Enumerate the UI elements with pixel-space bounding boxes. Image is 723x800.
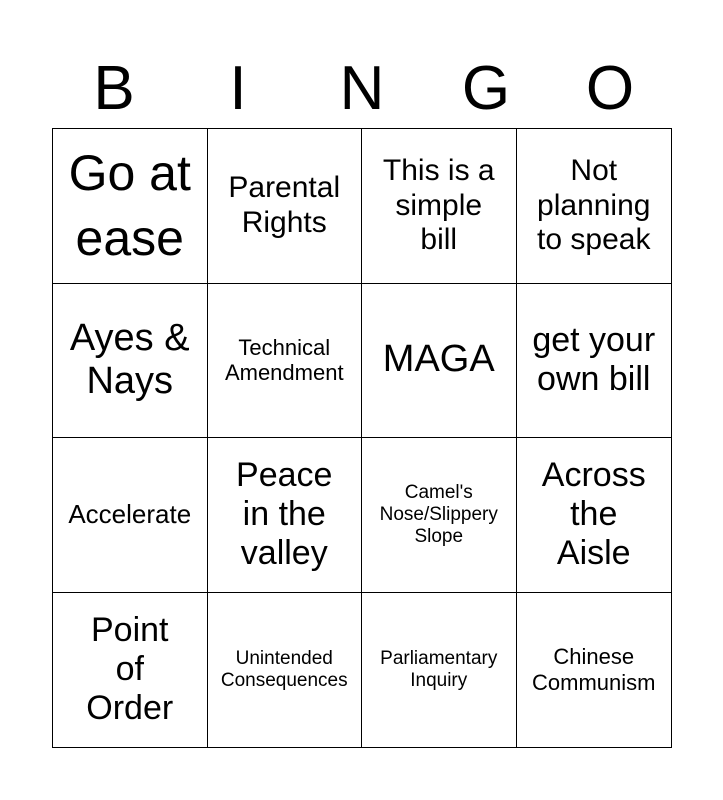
bingo-cell-r4c2[interactable] bbox=[208, 593, 363, 748]
cell-label: Peace in the valley bbox=[236, 456, 333, 573]
bingo-cell-r1c4[interactable] bbox=[517, 129, 672, 284]
cell-label: Technical Amendment bbox=[224, 334, 344, 386]
bingo-cell-r1c1[interactable] bbox=[53, 129, 208, 284]
bingo-cell-r2c3[interactable] bbox=[362, 284, 517, 439]
bingo-board bbox=[52, 128, 672, 748]
bingo-cell-r1c2[interactable] bbox=[208, 129, 363, 284]
cell-label: Point of Order bbox=[86, 611, 174, 728]
cell-label: Parliamentary Inquiry bbox=[380, 647, 498, 691]
cell-label: get your own bill bbox=[532, 321, 656, 399]
header-letter-g: G bbox=[461, 54, 511, 123]
header-letter-o: O bbox=[585, 54, 635, 123]
bingo-cell-r2c4[interactable] bbox=[517, 284, 672, 439]
bingo-cell-r2c2[interactable] bbox=[208, 284, 363, 439]
cell-label: Accelerate bbox=[68, 498, 192, 529]
bingo-cell-r3c1[interactable] bbox=[53, 438, 208, 593]
cell-label: Chinese Communism bbox=[532, 644, 656, 695]
bingo-cell-r3c4[interactable] bbox=[517, 438, 672, 593]
cell-label: Unintended Consequences bbox=[220, 647, 348, 691]
cell-label: Go at ease bbox=[68, 144, 191, 266]
cell-label: Not planning to speak bbox=[537, 154, 651, 256]
cell-label: This is a simple bill bbox=[382, 154, 495, 256]
cell-label: MAGA bbox=[382, 338, 495, 381]
bingo-header bbox=[52, 50, 672, 128]
bingo-cell-r2c1[interactable] bbox=[53, 284, 208, 439]
header-letter-i: I bbox=[229, 54, 247, 123]
bingo-cell-r4c4[interactable] bbox=[517, 593, 672, 748]
bingo-cell-r4c3[interactable] bbox=[362, 593, 517, 748]
header-letter-n: N bbox=[339, 54, 385, 123]
cell-label: Parental Rights bbox=[228, 171, 341, 239]
bingo-cell-r3c2[interactable] bbox=[208, 438, 363, 593]
bingo-cell-r3c3[interactable] bbox=[362, 438, 517, 593]
bingo-cell-r1c3[interactable] bbox=[362, 129, 517, 284]
bingo-cell-r4c1[interactable] bbox=[53, 593, 208, 748]
cell-label: Across the Aisle bbox=[541, 456, 646, 573]
cell-label: Camel's Nose/Slippery Slope bbox=[379, 481, 498, 547]
cell-label: Ayes & Nays bbox=[69, 316, 190, 403]
header-letter-b: B bbox=[93, 54, 135, 123]
